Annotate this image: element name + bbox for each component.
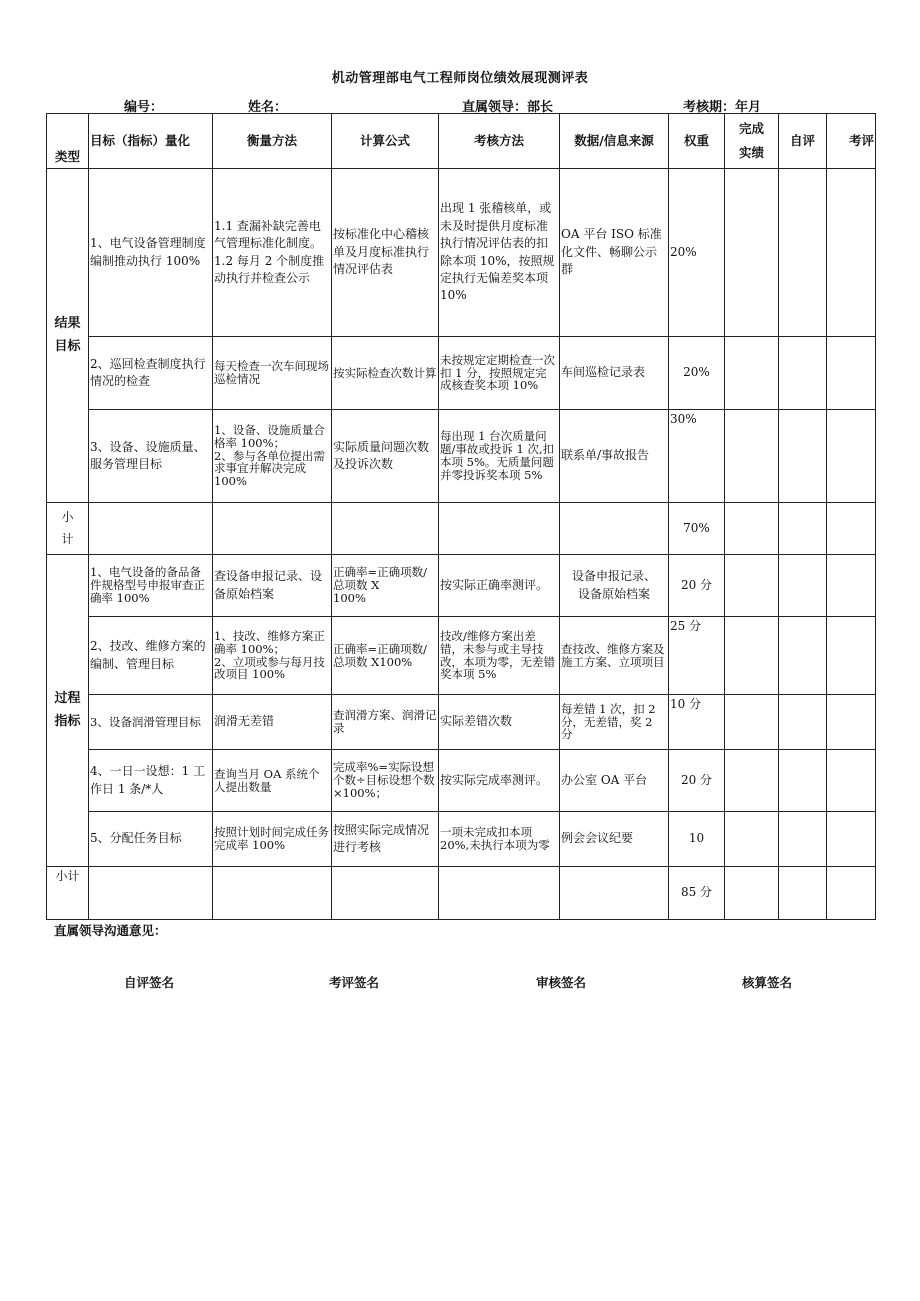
col-measure: 衡量方法 bbox=[213, 114, 332, 169]
subtotal-label-2: 计 bbox=[61, 531, 74, 546]
self-score-cell[interactable] bbox=[779, 410, 827, 503]
formula-cell: 按标准化中心稽核单及月度标准执行情况评估表 bbox=[332, 169, 439, 337]
header-row bbox=[47, 114, 876, 169]
eval-score-cell[interactable] bbox=[827, 555, 876, 617]
section-result-type bbox=[47, 169, 89, 503]
self-score-cell[interactable] bbox=[779, 617, 827, 695]
eval-score-cell[interactable] bbox=[827, 337, 876, 410]
table-row bbox=[47, 337, 876, 410]
section-result-label-2: 目标 bbox=[54, 338, 81, 354]
col-actual bbox=[725, 114, 779, 169]
source-cell: OA 平台 ISO 标准化文件、畅聊公示群 bbox=[560, 169, 669, 337]
leader-label: 直属领导：部长 bbox=[462, 100, 554, 115]
actual-cell[interactable] bbox=[725, 410, 779, 503]
weight-cell: 25 分 bbox=[669, 617, 725, 695]
subtotal-label bbox=[47, 503, 89, 555]
target-cell: 3、设备、设施质量、服务管理目标 bbox=[89, 410, 213, 503]
subtotal-label: 小计 bbox=[47, 867, 89, 920]
eval-score-cell[interactable] bbox=[827, 812, 876, 867]
weight-cell: 20% bbox=[669, 337, 725, 410]
actual-cell[interactable] bbox=[725, 867, 779, 920]
formula-cell: 实际质量问题次数及投诉次数 bbox=[332, 410, 439, 503]
method-cell: 每出现 1 台次质量问题/事故或投诉 1 次,扣本项 5%。无质量问题并零投诉奖本项 5% bbox=[439, 410, 560, 503]
number-label: 编号： bbox=[124, 100, 164, 115]
col-eval: 考评 bbox=[827, 114, 876, 169]
source-cell: 设备申报记录、 设备原始档案 bbox=[560, 555, 669, 617]
col-formula: 计算公式 bbox=[332, 114, 439, 169]
measure-cell: 润滑无差错 bbox=[213, 695, 332, 750]
evaluation-table bbox=[46, 113, 876, 920]
col-source: 数据/信息来源 bbox=[560, 114, 669, 169]
weight-cell: 20% bbox=[669, 169, 725, 337]
formula-cell: 按实际检查次数计算 bbox=[332, 337, 439, 410]
source-cell: 联系单/事故报告 bbox=[560, 410, 669, 503]
self-score-cell[interactable] bbox=[779, 750, 827, 812]
self-score-cell[interactable] bbox=[779, 695, 827, 750]
actual-cell[interactable] bbox=[725, 750, 779, 812]
method-cell: 实际差错次数 bbox=[439, 695, 560, 750]
formula-cell: 正确率=正确项数/总项数 X 100% bbox=[332, 555, 439, 617]
target-cell: 4、一日一设想：1 工作日 1 条/*人 bbox=[89, 750, 213, 812]
measure-cell: 每天检查一次车间现场巡检情况 bbox=[213, 337, 332, 410]
method-cell: 出现 1 张稽核单，或未及时提供月度标准执行情况评估表的扣除本项 10%，按照规定执行无偏差奖本项 10% bbox=[439, 169, 560, 337]
table-row bbox=[47, 555, 876, 617]
eval-score-cell[interactable] bbox=[827, 867, 876, 920]
actual-cell[interactable] bbox=[725, 503, 779, 555]
actual-cell[interactable] bbox=[725, 337, 779, 410]
eval-score-cell[interactable] bbox=[827, 503, 876, 555]
accountant-signature-label: 核算签名 bbox=[742, 975, 793, 990]
col-actual-line1: 完成 bbox=[738, 121, 764, 137]
eval-score-cell[interactable] bbox=[827, 169, 876, 337]
section-result-label-1: 结果 bbox=[54, 316, 81, 332]
eval-score-cell[interactable] bbox=[827, 750, 876, 812]
actual-cell[interactable] bbox=[725, 695, 779, 750]
self-score-cell[interactable] bbox=[779, 503, 827, 555]
actual-cell[interactable] bbox=[725, 617, 779, 695]
formula-cell: 正确率=正确项数/总项数 X100% bbox=[332, 617, 439, 695]
measure-cell: 查设备申报记录、设备原始档案 bbox=[213, 555, 332, 617]
actual-cell[interactable] bbox=[725, 555, 779, 617]
measure-cell: 1、设备、设施质量合格率 100%； 2、参与各单位提出需求事宜并解决完成 100% bbox=[213, 410, 332, 503]
target-cell: 2、技改、维修方案的编制、管理目标 bbox=[89, 617, 213, 695]
eval-score-cell[interactable] bbox=[827, 695, 876, 750]
eval-score-cell[interactable] bbox=[827, 617, 876, 695]
target-cell: 1、电气设备的备品备件规格型号申报审查正确率 100% bbox=[89, 555, 213, 617]
target-cell: 3、设备润滑管理目标 bbox=[89, 695, 213, 750]
col-actual-line2: 实绩 bbox=[738, 145, 764, 160]
weight-cell: 30% bbox=[669, 410, 725, 503]
source-cell: 车间巡检记录表 bbox=[560, 337, 669, 410]
target-cell: 1、电气设备管理制度编制推动执行 100% bbox=[89, 169, 213, 337]
source-cell: 每差错 1 次，扣 2 分，无差错，奖 2 分 bbox=[560, 695, 669, 750]
actual-cell[interactable] bbox=[725, 812, 779, 867]
subtotal-label-1: 小 bbox=[61, 509, 74, 524]
col-method: 考核方法 bbox=[439, 114, 560, 169]
source-cell: 例会会议纪要 bbox=[560, 812, 669, 867]
eval-score-cell[interactable] bbox=[827, 410, 876, 503]
table-row bbox=[47, 617, 876, 695]
subtotal-row bbox=[47, 867, 876, 920]
weight-cell: 10 分 bbox=[669, 695, 725, 750]
col-type: 类型 bbox=[47, 114, 89, 169]
name-label: 姓名： bbox=[248, 100, 288, 115]
period-label: 考核期：年月 bbox=[683, 100, 762, 115]
weight-cell: 20 分 bbox=[669, 555, 725, 617]
weight-cell: 20 分 bbox=[669, 750, 725, 812]
table-row bbox=[47, 169, 876, 337]
formula-cell: 按照实际完成情况进行考核 bbox=[332, 812, 439, 867]
subtotal-row bbox=[47, 503, 876, 555]
formula-cell: 查润滑方案、润滑记录 bbox=[332, 695, 439, 750]
section-process-label-1: 过程 bbox=[54, 691, 81, 707]
method-cell: 按实际完成率测评。 bbox=[439, 750, 560, 812]
formula-cell: 完成率%=实际设想个数÷目标设想个数×100%； bbox=[332, 750, 439, 812]
measure-cell: 按照计划时间完成任务完成率 100% bbox=[213, 812, 332, 867]
self-score-cell[interactable] bbox=[779, 337, 827, 410]
method-cell: 按实际正确率测评。 bbox=[439, 555, 560, 617]
page-title: 机动管理部电气工程师岗位绩效展现测评表 bbox=[331, 71, 589, 86]
actual-cell[interactable] bbox=[725, 169, 779, 337]
col-self: 自评 bbox=[779, 114, 827, 169]
self-score-cell[interactable] bbox=[779, 169, 827, 337]
source-cell: 办公室 OA 平台 bbox=[560, 750, 669, 812]
reviewer-signature-label: 审核签名 bbox=[536, 975, 587, 990]
col-weight: 权重 bbox=[669, 114, 725, 169]
table-row bbox=[47, 812, 876, 867]
table-row bbox=[47, 695, 876, 750]
subtotal-weight: 85 分 bbox=[669, 867, 725, 920]
method-cell: 未按规定定期检查一次扣 1 分，按照规定完成核查奖本项 10% bbox=[439, 337, 560, 410]
method-cell: 一项未完成扣本项 20%,未执行本项为零 bbox=[439, 812, 560, 867]
self-score-cell[interactable] bbox=[779, 555, 827, 617]
self-score-cell[interactable] bbox=[779, 812, 827, 867]
source-cell: 查技改、维修方案及施工方案、立项项目 bbox=[560, 617, 669, 695]
target-cell: 5、分配任务目标 bbox=[89, 812, 213, 867]
section-process-type bbox=[47, 555, 89, 867]
col-target: 目标（指标）量化 bbox=[89, 114, 213, 169]
evaluator-signature-label: 考评签名 bbox=[329, 975, 380, 990]
measure-cell: 1、技改、维修方案正确率 100%； 2、立项或参与每月技改项目 100% bbox=[213, 617, 332, 695]
subtotal-weight: 70% bbox=[669, 503, 725, 555]
method-cell: 技改/维修方案出差错，未参与或主导技改，本项为零，无差错奖本项 5% bbox=[439, 617, 560, 695]
self-signature-label: 自评签名 bbox=[124, 975, 175, 990]
leader-comment-label: 直属领导沟通意见： bbox=[54, 923, 167, 938]
section-process-label-2: 指标 bbox=[54, 713, 81, 729]
self-score-cell[interactable] bbox=[779, 867, 827, 920]
measure-cell: 1.1 查漏补缺完善电气管理标准化制度。1.2 每月 2 个制度推动执行并检查公示 bbox=[213, 169, 332, 337]
table-row bbox=[47, 410, 876, 503]
weight-cell: 10 bbox=[669, 812, 725, 867]
target-cell: 2、巡回检查制度执行情况的检查 bbox=[89, 337, 213, 410]
measure-cell: 查询当月 OA 系统个人提出数量 bbox=[213, 750, 332, 812]
table-row bbox=[47, 750, 876, 812]
